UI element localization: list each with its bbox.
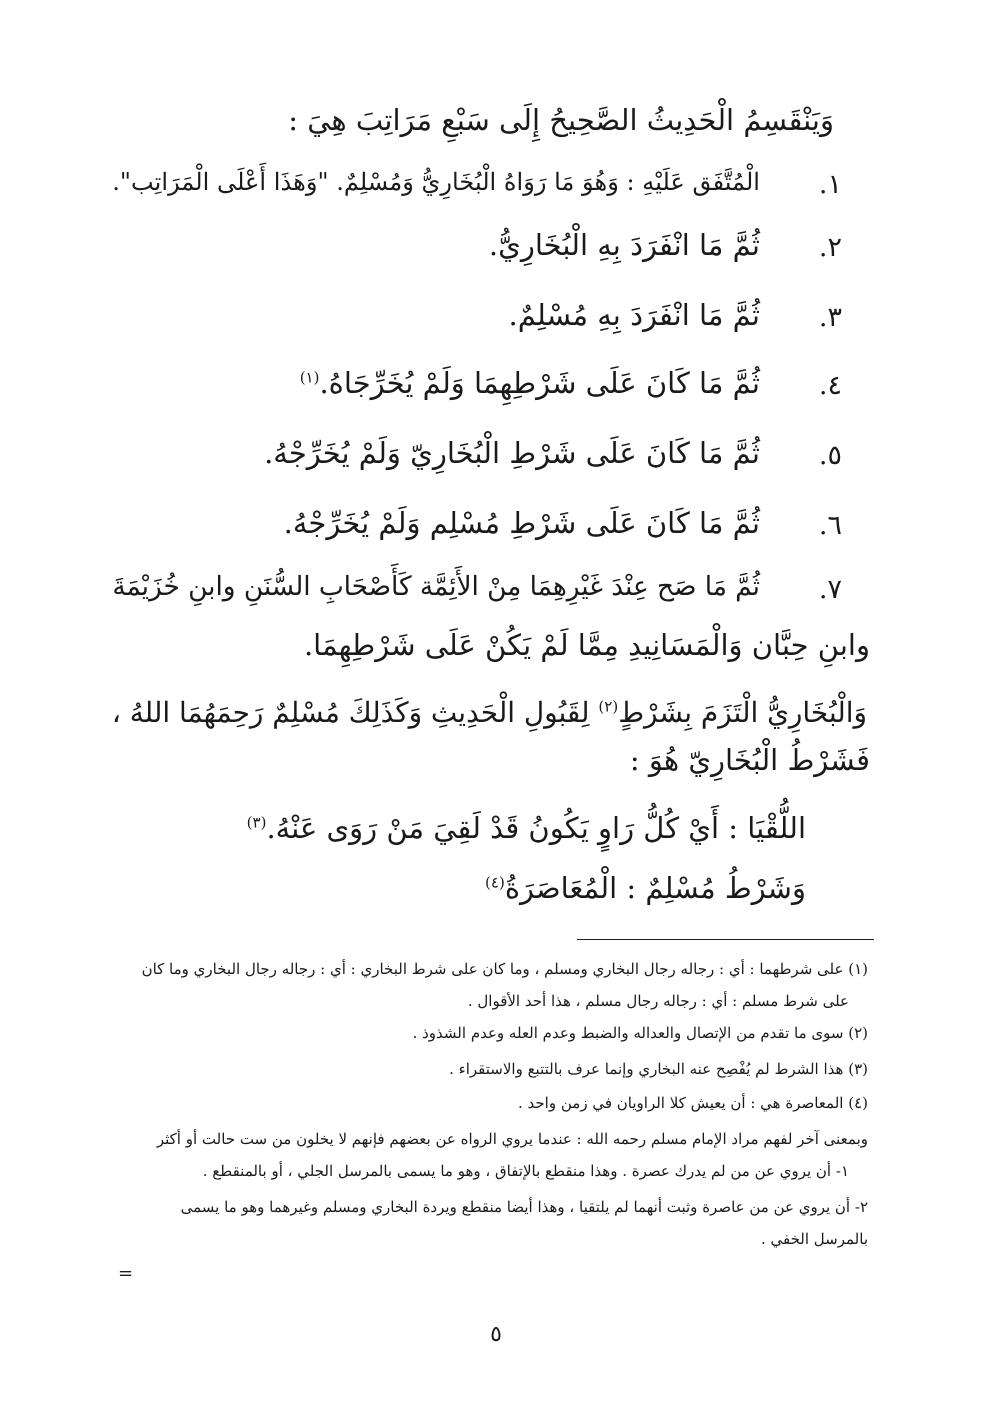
- list-number: ٧.: [818, 574, 842, 605]
- list-number: ٤.: [818, 370, 842, 401]
- paragraph-line: فَشَرْطُ الْبُخَارِيّ هُوَ :: [629, 743, 870, 777]
- list-number: ٦.: [818, 510, 842, 541]
- intro-line: وَيَنْقَسِمُ الْحَدِيثُ الصَّحِيحُ إِلَى سَبْعِ مَرَاتِبَ هِيَ :: [288, 103, 834, 137]
- footnote-line: وبمعنى آخر لفهم مراد الإمام مسلم رحمه الله : عندما يروي الرواه عن بعضهم فإنهم لا يخلون من ست حالت أو أكثر: [156, 1130, 868, 1148]
- list-item-continuation: وابنِ حِبَّان وَالْمَسَانِيدِ مِمَّا لَمْ يَكُنْ عَلَى شَرْطِهِمَا.: [303, 628, 870, 662]
- footnote-line: (٤) المعاصرة هي : أن يعيش كلا الراويان في زمن واحد .: [518, 1094, 868, 1112]
- list-item-text: ثُمَّ مَا انْفَرَدَ بِهِ الْبُخَارِيُّ.: [488, 228, 760, 262]
- footnote-line: (٣) هذا الشرط لم يُفْصِح عنه البخاري وإنما عرف بالتتبع والاستقراء .: [449, 1060, 868, 1078]
- list-number: ٥.: [818, 440, 842, 471]
- condition-text: اللُّقْيَا : أَيْ كُلُّ رَاوٍ يَكُونُ قَدْ لَقِيَ مَنْ رَوَى عَنْهُ.: [266, 811, 806, 845]
- condition-bukhari: [247, 808, 806, 848]
- paragraph-line: [112, 693, 867, 733]
- footnote-line: (٢) سوى ما تقدم من الإتصال والعداله والضبط وعدم العله وعدم الشذوذ .: [412, 1024, 868, 1042]
- list-item-text: ثُمَّ مَا انْفَرَدَ بِهِ مُسْلِمٌ.: [508, 298, 760, 332]
- footnote-line: ١- أن يروي عن من لم يدرك عصرة . وهذا منقطع بالإتفاق ، وهو ما يسمى بالمرسل الجلي ، أو بالمنقطع .: [202, 1162, 849, 1180]
- list-item-text: ثُمَّ مَا صَح عِنْدَ غَيْرِهِمَا مِنْ الأَئِمَّة كَأَصْحَابِ السُّنَنِ وابنِ خُزَيْمَةَ: [112, 572, 760, 602]
- footnote-ref: (٣): [246, 813, 267, 832]
- trailing-mark: =: [118, 1263, 134, 1284]
- footnote-line: بالمرسل الخفي .: [760, 1230, 868, 1248]
- footnote-ref: (٢): [598, 697, 619, 716]
- list-item-text: الْمُتَّفَق عَلَيْهِ : وَهُوَ مَا رَوَاهُ الْبُخَارِيُّ وَمُسْلِمٌ. "وَهَذَا أَعْلَى الْمَرَاتِب".: [112, 168, 760, 196]
- footnote-ref: (١): [299, 368, 320, 387]
- footnote-ref: (٤): [485, 873, 505, 892]
- page-number: ٥: [490, 1322, 502, 1347]
- list-item-text: ثُمَّ مَا كَانَ عَلَى شَرْطِ مُسْلِم وَلَمْ يُخَرِّجْهُ.: [283, 506, 760, 540]
- list-item-text: [300, 363, 760, 403]
- list-number: ٢.: [818, 232, 842, 263]
- list-number: ١.: [818, 169, 842, 200]
- list-number: ٣.: [818, 302, 842, 333]
- list-item-body: ثُمَّ مَا كَانَ عَلَى شَرْطِهِمَا وَلَمْ يُخَرِّجَاهُ.: [319, 366, 760, 400]
- footnote-line: ٢- أن يروي عن من عاصرة وثبت أنهما لم يلتقيا ، وهذا أيضا منقطع ويردة البخاري ومسلم وغيرهما وهو ما يسمى: [180, 1198, 868, 1216]
- list-item-text: ثُمَّ مَا كَانَ عَلَى شَرْطِ الْبُخَارِيّ وَلَمْ يُخَرِّجْهُ.: [264, 436, 760, 470]
- footnote-line: على شرط مسلم : أي : رجاله رجال مسلم ، هذا أحد الأقوال .: [467, 992, 849, 1010]
- footnote-separator: [577, 939, 874, 940]
- condition-text: وَشَرْطُ مُسْلِمٌ : الْمُعَاصَرَةُ: [504, 871, 806, 905]
- condition-muslim: [485, 868, 806, 908]
- footnote-line: (١) على شرطهما : أي : رجاله رجال البخاري ومسلم ، وما كان على شرط البخاري : أي : رجاله رجال البخاري وما كان: [141, 960, 868, 978]
- paragraph-text: لِقَبُولِ الْحَدِيثِ وَكَذَلِكَ مُسْلِمٌ رَحِمَهُمَا اللهُ ،: [111, 696, 590, 729]
- paragraph-text: وَالْبُخَارِيُّ الْتَزَمَ بِشَرْطٍ: [618, 696, 867, 729]
